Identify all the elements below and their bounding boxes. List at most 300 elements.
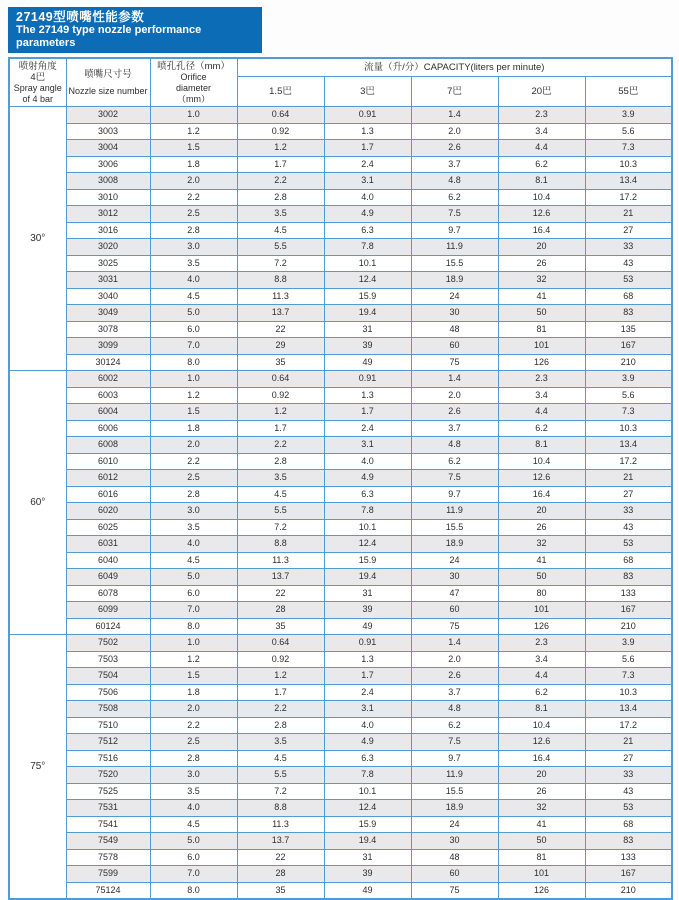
capacity-3bar-cell: 2.4	[324, 420, 411, 437]
capacity-1-5bar-cell: 7.2	[237, 255, 324, 272]
capacity-3bar-cell: 0.91	[324, 107, 411, 124]
orifice-diameter-cell: 7.0	[150, 338, 237, 355]
header-row-top	[9, 58, 672, 77]
capacity-1-5bar-cell: 11.3	[237, 552, 324, 569]
nozzle-size-cell: 7503	[66, 651, 150, 668]
capacity-3bar-cell: 10.1	[324, 255, 411, 272]
nozzle-size-cell: 7525	[66, 783, 150, 800]
orifice-diameter-cell: 6.0	[150, 321, 237, 338]
col-header-pressure-55bar: 55巴	[585, 77, 672, 107]
capacity-20bar-cell: 16.4	[498, 750, 585, 767]
table-row	[9, 734, 672, 751]
nozzle-size-cell: 6031	[66, 536, 150, 553]
capacity-1-5bar-cell: 13.7	[237, 305, 324, 322]
capacity-55bar-cell: 3.9	[585, 635, 672, 652]
capacity-55bar-cell: 5.6	[585, 651, 672, 668]
capacity-3bar-cell: 0.91	[324, 635, 411, 652]
capacity-1-5bar-cell: 8.8	[237, 536, 324, 553]
capacity-55bar-cell: 10.3	[585, 156, 672, 173]
table-row	[9, 816, 672, 833]
orifice-diameter-cell: 1.0	[150, 635, 237, 652]
capacity-7bar-cell: 2.0	[411, 387, 498, 404]
table-row	[9, 420, 672, 437]
capacity-1-5bar-cell: 2.2	[237, 173, 324, 190]
capacity-55bar-cell: 53	[585, 536, 672, 553]
nozzle-size-cell: 6025	[66, 519, 150, 536]
nozzle-size-cell: 7508	[66, 701, 150, 718]
orifice-diameter-cell: 6.0	[150, 849, 237, 866]
table-row	[9, 321, 672, 338]
page-title	[8, 7, 262, 53]
orifice-diameter-cell: 2.5	[150, 206, 237, 223]
nozzle-size-cell: 3008	[66, 173, 150, 190]
table-row	[9, 255, 672, 272]
capacity-55bar-cell: 21	[585, 470, 672, 487]
capacity-1-5bar-cell: 2.8	[237, 717, 324, 734]
capacity-20bar-cell: 126	[498, 618, 585, 635]
capacity-20bar-cell: 10.4	[498, 453, 585, 470]
page-title-en: The 27149 type nozzle performance parameters	[16, 24, 202, 49]
capacity-1-5bar-cell: 28	[237, 602, 324, 619]
capacity-1-5bar-cell: 13.7	[237, 833, 324, 850]
capacity-3bar-cell: 19.4	[324, 569, 411, 586]
capacity-7bar-cell: 24	[411, 816, 498, 833]
capacity-3bar-cell: 31	[324, 849, 411, 866]
capacity-7bar-cell: 47	[411, 585, 498, 602]
capacity-55bar-cell: 43	[585, 519, 672, 536]
capacity-20bar-cell: 6.2	[498, 684, 585, 701]
nozzle-size-cell: 6004	[66, 404, 150, 421]
orifice-diameter-cell: 6.0	[150, 585, 237, 602]
orifice-diameter-cell: 1.5	[150, 668, 237, 685]
nozzle-size-cell: 3006	[66, 156, 150, 173]
orifice-diameter-cell: 3.0	[150, 239, 237, 256]
capacity-1-5bar-cell: 22	[237, 585, 324, 602]
capacity-20bar-cell: 41	[498, 552, 585, 569]
table-row	[9, 305, 672, 322]
capacity-3bar-cell: 7.8	[324, 503, 411, 520]
nozzle-size-cell: 7504	[66, 668, 150, 685]
capacity-3bar-cell: 10.1	[324, 519, 411, 536]
capacity-55bar-cell: 167	[585, 866, 672, 883]
nozzle-size-cell: 3025	[66, 255, 150, 272]
capacity-3bar-cell: 31	[324, 585, 411, 602]
nozzle-size-cell: 3099	[66, 338, 150, 355]
table-row	[9, 140, 672, 157]
capacity-3bar-cell: 3.1	[324, 173, 411, 190]
capacity-55bar-cell: 33	[585, 239, 672, 256]
nozzle-size-cell: 6049	[66, 569, 150, 586]
capacity-1-5bar-cell: 0.92	[237, 651, 324, 668]
nozzle-size-cell: 7516	[66, 750, 150, 767]
table-row	[9, 701, 672, 718]
capacity-7bar-cell: 30	[411, 305, 498, 322]
nozzle-size-cell: 3078	[66, 321, 150, 338]
table-row	[9, 486, 672, 503]
capacity-1-5bar-cell: 8.8	[237, 800, 324, 817]
capacity-55bar-cell: 33	[585, 767, 672, 784]
orifice-diameter-cell: 2.5	[150, 734, 237, 751]
capacity-3bar-cell: 3.1	[324, 701, 411, 718]
capacity-20bar-cell: 126	[498, 882, 585, 899]
orifice-diameter-cell: 2.2	[150, 189, 237, 206]
nozzle-size-cell: 3040	[66, 288, 150, 305]
nozzle-size-cell: 6012	[66, 470, 150, 487]
capacity-55bar-cell: 27	[585, 222, 672, 239]
capacity-7bar-cell: 2.0	[411, 123, 498, 140]
capacity-7bar-cell: 30	[411, 569, 498, 586]
capacity-55bar-cell: 167	[585, 602, 672, 619]
capacity-55bar-cell: 53	[585, 272, 672, 289]
capacity-20bar-cell: 3.4	[498, 651, 585, 668]
capacity-55bar-cell: 3.9	[585, 371, 672, 388]
orifice-diameter-cell: 4.0	[150, 536, 237, 553]
capacity-3bar-cell: 1.3	[324, 651, 411, 668]
table-row	[9, 684, 672, 701]
capacity-55bar-cell: 210	[585, 618, 672, 635]
orifice-diameter-cell: 2.8	[150, 486, 237, 503]
table-row	[9, 288, 672, 305]
spray-angle-header-en1: Spray angle	[13, 82, 62, 93]
capacity-55bar-cell: 5.6	[585, 387, 672, 404]
capacity-1-5bar-cell: 5.5	[237, 503, 324, 520]
table-row	[9, 552, 672, 569]
table-row	[9, 800, 672, 817]
orifice-diameter-cell: 3.5	[150, 255, 237, 272]
capacity-7bar-cell: 18.9	[411, 800, 498, 817]
capacity-3bar-cell: 15.9	[324, 816, 411, 833]
capacity-20bar-cell: 80	[498, 585, 585, 602]
orifice-header-en2: diameter	[175, 82, 211, 93]
capacity-55bar-cell: 135	[585, 321, 672, 338]
capacity-1-5bar-cell: 2.8	[237, 453, 324, 470]
capacity-7bar-cell: 7.5	[411, 470, 498, 487]
capacity-55bar-cell: 10.3	[585, 420, 672, 437]
capacity-1-5bar-cell: 35	[237, 618, 324, 635]
table-body	[9, 107, 672, 900]
capacity-55bar-cell: 210	[585, 354, 672, 371]
orifice-diameter-cell: 2.2	[150, 717, 237, 734]
orifice-diameter-cell: 1.8	[150, 684, 237, 701]
orifice-diameter-cell: 7.0	[150, 602, 237, 619]
capacity-3bar-cell: 1.3	[324, 123, 411, 140]
spray-angle-header-en2: of 4 bar	[22, 93, 54, 104]
capacity-55bar-cell: 17.2	[585, 453, 672, 470]
capacity-7bar-cell: 9.7	[411, 486, 498, 503]
capacity-7bar-cell: 48	[411, 321, 498, 338]
capacity-55bar-cell: 53	[585, 800, 672, 817]
spray-angle-header-bar: 4巴	[30, 71, 46, 83]
capacity-3bar-cell: 7.8	[324, 767, 411, 784]
capacity-55bar-cell: 7.3	[585, 404, 672, 421]
capacity-20bar-cell: 4.4	[498, 668, 585, 685]
capacity-7bar-cell: 75	[411, 618, 498, 635]
capacity-3bar-cell: 1.3	[324, 387, 411, 404]
orifice-diameter-cell: 3.0	[150, 503, 237, 520]
nozzle-size-cell: 7549	[66, 833, 150, 850]
capacity-20bar-cell: 12.6	[498, 734, 585, 751]
orifice-diameter-cell: 3.5	[150, 519, 237, 536]
capacity-20bar-cell: 32	[498, 536, 585, 553]
orifice-diameter-cell: 8.0	[150, 618, 237, 635]
capacity-20bar-cell: 3.4	[498, 387, 585, 404]
nozzle-size-cell: 7578	[66, 849, 150, 866]
table-row	[9, 519, 672, 536]
capacity-55bar-cell: 21	[585, 734, 672, 751]
capacity-7bar-cell: 11.9	[411, 239, 498, 256]
capacity-3bar-cell: 4.9	[324, 206, 411, 223]
capacity-1-5bar-cell: 7.2	[237, 519, 324, 536]
capacity-20bar-cell: 81	[498, 849, 585, 866]
capacity-20bar-cell: 16.4	[498, 486, 585, 503]
capacity-7bar-cell: 1.4	[411, 635, 498, 652]
capacity-1-5bar-cell: 3.5	[237, 206, 324, 223]
nozzle-size-cell: 6008	[66, 437, 150, 454]
orifice-diameter-cell: 2.0	[150, 173, 237, 190]
capacity-55bar-cell: 68	[585, 816, 672, 833]
table-row	[9, 569, 672, 586]
capacity-20bar-cell: 101	[498, 602, 585, 619]
capacity-20bar-cell: 4.4	[498, 140, 585, 157]
capacity-7bar-cell: 15.5	[411, 519, 498, 536]
capacity-3bar-cell: 6.3	[324, 750, 411, 767]
capacity-7bar-cell: 2.6	[411, 140, 498, 157]
table-row	[9, 585, 672, 602]
orifice-diameter-cell: 5.0	[150, 833, 237, 850]
capacity-3bar-cell: 39	[324, 602, 411, 619]
nozzle-size-cell: 6003	[66, 387, 150, 404]
orifice-diameter-cell: 4.5	[150, 816, 237, 833]
capacity-20bar-cell: 2.3	[498, 371, 585, 388]
capacity-55bar-cell: 83	[585, 569, 672, 586]
capacity-20bar-cell: 50	[498, 569, 585, 586]
capacity-55bar-cell: 33	[585, 503, 672, 520]
orifice-diameter-cell: 2.5	[150, 470, 237, 487]
capacity-1-5bar-cell: 0.64	[237, 635, 324, 652]
orifice-diameter-cell: 2.2	[150, 453, 237, 470]
capacity-20bar-cell: 10.4	[498, 189, 585, 206]
capacity-1-5bar-cell: 1.2	[237, 668, 324, 685]
capacity-20bar-cell: 32	[498, 800, 585, 817]
capacity-1-5bar-cell: 1.2	[237, 140, 324, 157]
capacity-7bar-cell: 48	[411, 849, 498, 866]
capacity-55bar-cell: 68	[585, 552, 672, 569]
table-row	[9, 767, 672, 784]
capacity-7bar-cell: 4.8	[411, 173, 498, 190]
capacity-3bar-cell: 49	[324, 618, 411, 635]
capacity-1-5bar-cell: 5.5	[237, 767, 324, 784]
nozzle-size-cell: 7510	[66, 717, 150, 734]
col-header-capacity: 流量（升/分）CAPACITY(liters per minute)	[237, 58, 672, 77]
table-row	[9, 371, 672, 388]
capacity-20bar-cell: 12.6	[498, 470, 585, 487]
capacity-3bar-cell: 0.91	[324, 371, 411, 388]
capacity-3bar-cell: 12.4	[324, 536, 411, 553]
capacity-7bar-cell: 11.9	[411, 767, 498, 784]
capacity-7bar-cell: 9.7	[411, 222, 498, 239]
orifice-diameter-cell: 4.0	[150, 272, 237, 289]
table-row	[9, 354, 672, 371]
capacity-1-5bar-cell: 1.7	[237, 684, 324, 701]
nozzle-size-cell: 6010	[66, 453, 150, 470]
capacity-7bar-cell: 2.6	[411, 404, 498, 421]
capacity-7bar-cell: 18.9	[411, 272, 498, 289]
orifice-diameter-cell: 1.8	[150, 420, 237, 437]
nozzle-size-cell: 7599	[66, 866, 150, 883]
spray-angle-cell: 75°	[9, 635, 66, 900]
capacity-7bar-cell: 75	[411, 354, 498, 371]
orifice-diameter-cell: 1.5	[150, 404, 237, 421]
capacity-7bar-cell: 24	[411, 552, 498, 569]
capacity-55bar-cell: 210	[585, 882, 672, 899]
capacity-3bar-cell: 12.4	[324, 800, 411, 817]
col-header-pressure-20bar: 20巴	[498, 77, 585, 107]
capacity-20bar-cell: 101	[498, 866, 585, 883]
capacity-1-5bar-cell: 22	[237, 321, 324, 338]
orifice-diameter-cell: 8.0	[150, 354, 237, 371]
nozzle-size-cell: 6006	[66, 420, 150, 437]
table-row	[9, 849, 672, 866]
orifice-diameter-cell: 2.8	[150, 750, 237, 767]
capacity-55bar-cell: 7.3	[585, 140, 672, 157]
capacity-55bar-cell: 27	[585, 750, 672, 767]
capacity-20bar-cell: 3.4	[498, 123, 585, 140]
table-row	[9, 470, 672, 487]
table-row	[9, 717, 672, 734]
page-title-zh: 27149型喷嘴性能参数	[16, 10, 145, 24]
capacity-20bar-cell: 50	[498, 305, 585, 322]
nozzle-size-cell: 7512	[66, 734, 150, 751]
capacity-1-5bar-cell: 0.64	[237, 107, 324, 124]
nozzle-size-cell: 7541	[66, 816, 150, 833]
orifice-diameter-cell: 1.8	[150, 156, 237, 173]
capacity-3bar-cell: 2.4	[324, 156, 411, 173]
nozzle-size-cell: 6020	[66, 503, 150, 520]
col-header-pressure-3bar: 3巴	[324, 77, 411, 107]
capacity-3bar-cell: 7.8	[324, 239, 411, 256]
capacity-55bar-cell: 21	[585, 206, 672, 223]
capacity-7bar-cell: 6.2	[411, 717, 498, 734]
nozzle-size-cell: 6099	[66, 602, 150, 619]
capacity-1-5bar-cell: 1.7	[237, 156, 324, 173]
capacity-7bar-cell: 30	[411, 833, 498, 850]
capacity-20bar-cell: 2.3	[498, 635, 585, 652]
capacity-1-5bar-cell: 0.92	[237, 387, 324, 404]
capacity-1-5bar-cell: 28	[237, 866, 324, 883]
capacity-20bar-cell: 26	[498, 519, 585, 536]
nozzle-size-cell: 60124	[66, 618, 150, 635]
orifice-diameter-cell: 4.0	[150, 800, 237, 817]
capacity-7bar-cell: 2.6	[411, 668, 498, 685]
table-row	[9, 618, 672, 635]
capacity-20bar-cell: 8.1	[498, 173, 585, 190]
capacity-20bar-cell: 126	[498, 354, 585, 371]
table-row	[9, 635, 672, 652]
orifice-header-zh: 喷孔孔径（mm）	[157, 60, 230, 72]
spray-angle-header-zh: 喷射角度	[18, 60, 57, 72]
table-row	[9, 222, 672, 239]
nozzle-size-cell: 3004	[66, 140, 150, 157]
capacity-1-5bar-cell: 11.3	[237, 288, 324, 305]
table-row	[9, 404, 672, 421]
capacity-7bar-cell: 60	[411, 602, 498, 619]
capacity-1-5bar-cell: 4.5	[237, 750, 324, 767]
capacity-7bar-cell: 60	[411, 338, 498, 355]
table-row	[9, 173, 672, 190]
capacity-55bar-cell: 43	[585, 255, 672, 272]
capacity-55bar-cell: 133	[585, 849, 672, 866]
capacity-1-5bar-cell: 7.2	[237, 783, 324, 800]
capacity-20bar-cell: 50	[498, 833, 585, 850]
table-row	[9, 239, 672, 256]
nozzle-size-cell: 6002	[66, 371, 150, 388]
capacity-55bar-cell: 68	[585, 288, 672, 305]
capacity-7bar-cell: 11.9	[411, 503, 498, 520]
orifice-diameter-cell: 1.0	[150, 371, 237, 388]
nozzle-performance-table	[8, 57, 673, 900]
nozzle-header-en: Nozzle size number	[68, 85, 148, 96]
orifice-diameter-cell: 1.2	[150, 651, 237, 668]
capacity-1-5bar-cell: 3.5	[237, 734, 324, 751]
capacity-3bar-cell: 4.0	[324, 189, 411, 206]
capacity-3bar-cell: 1.7	[324, 404, 411, 421]
capacity-7bar-cell: 24	[411, 288, 498, 305]
capacity-3bar-cell: 3.1	[324, 437, 411, 454]
capacity-55bar-cell: 83	[585, 833, 672, 850]
capacity-7bar-cell: 9.7	[411, 750, 498, 767]
capacity-20bar-cell: 20	[498, 239, 585, 256]
capacity-3bar-cell: 31	[324, 321, 411, 338]
capacity-1-5bar-cell: 2.8	[237, 189, 324, 206]
capacity-1-5bar-cell: 4.5	[237, 222, 324, 239]
col-header-pressure-1-5bar: 1.5巴	[237, 77, 324, 107]
nozzle-size-cell: 7502	[66, 635, 150, 652]
capacity-55bar-cell: 13.4	[585, 173, 672, 190]
table-row	[9, 387, 672, 404]
capacity-20bar-cell: 6.2	[498, 156, 585, 173]
capacity-3bar-cell: 6.3	[324, 222, 411, 239]
orifice-diameter-cell: 3.0	[150, 767, 237, 784]
capacity-1-5bar-cell: 35	[237, 354, 324, 371]
capacity-1-5bar-cell: 2.2	[237, 437, 324, 454]
col-header-spray-angle	[9, 58, 66, 107]
capacity-7bar-cell: 4.8	[411, 701, 498, 718]
capacity-3bar-cell: 4.9	[324, 734, 411, 751]
capacity-3bar-cell: 19.4	[324, 305, 411, 322]
table-row	[9, 189, 672, 206]
nozzle-size-cell: 3003	[66, 123, 150, 140]
spray-angle-cell: 60°	[9, 371, 66, 635]
col-header-orifice	[150, 58, 237, 107]
capacity-1-5bar-cell: 0.64	[237, 371, 324, 388]
capacity-7bar-cell: 60	[411, 866, 498, 883]
orifice-diameter-cell: 2.8	[150, 222, 237, 239]
capacity-3bar-cell: 15.9	[324, 552, 411, 569]
table-row	[9, 107, 672, 124]
capacity-7bar-cell: 18.9	[411, 536, 498, 553]
nozzle-size-cell: 3010	[66, 189, 150, 206]
table-row	[9, 882, 672, 899]
orifice-diameter-cell: 2.0	[150, 437, 237, 454]
capacity-20bar-cell: 41	[498, 288, 585, 305]
nozzle-size-cell: 6078	[66, 585, 150, 602]
capacity-7bar-cell: 4.8	[411, 437, 498, 454]
capacity-20bar-cell: 10.4	[498, 717, 585, 734]
capacity-20bar-cell: 101	[498, 338, 585, 355]
capacity-55bar-cell: 43	[585, 783, 672, 800]
capacity-1-5bar-cell: 22	[237, 849, 324, 866]
orifice-header-en1: Orifice	[180, 71, 207, 82]
